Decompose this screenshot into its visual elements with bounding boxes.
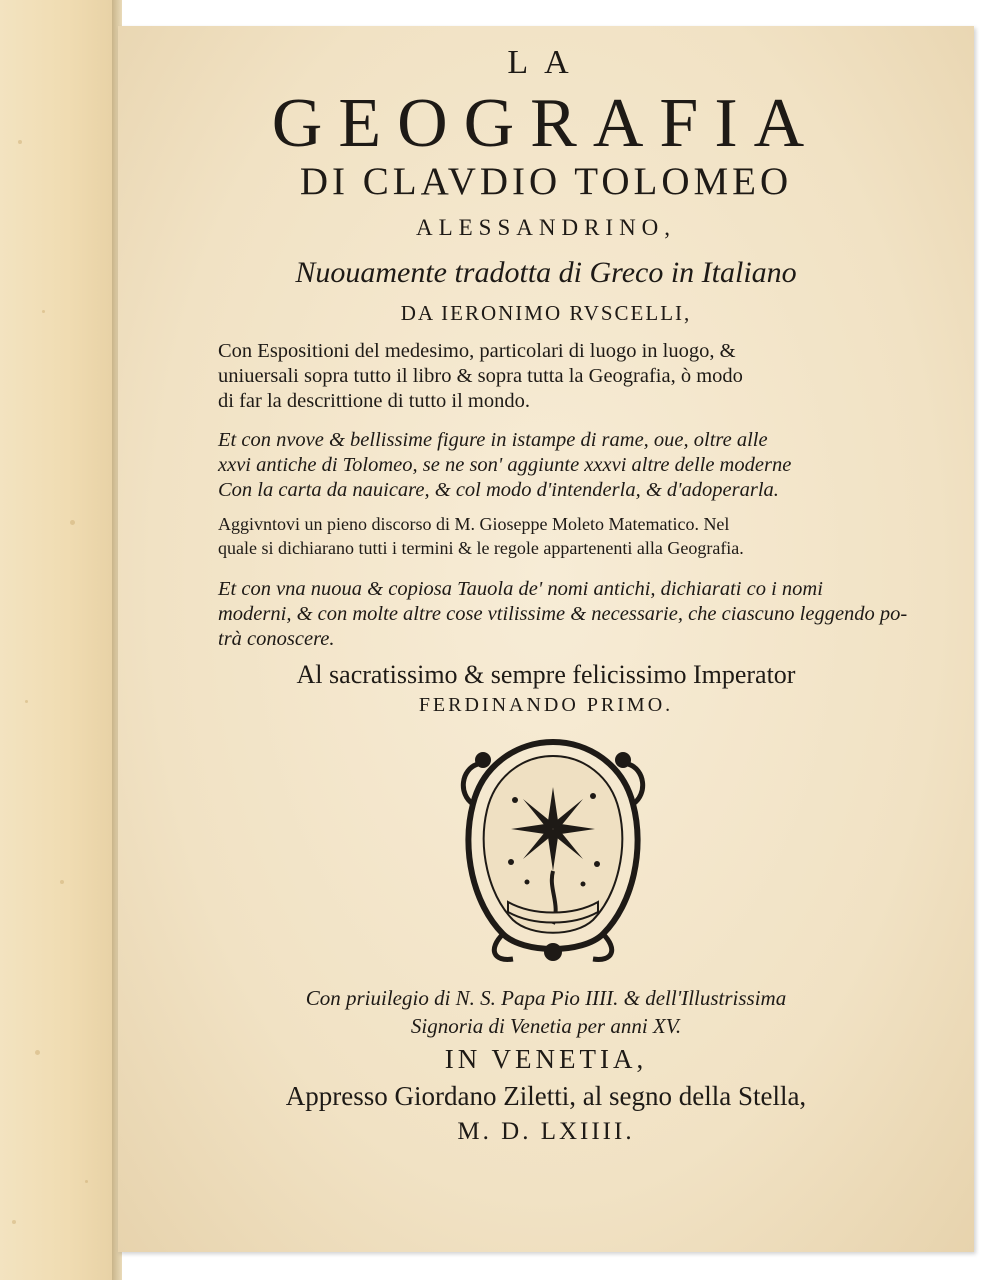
subtitle-translation: Nuouamente tradotta di Greco in Italiano — [295, 256, 797, 289]
privilege-line-1: Con priuilegio di N. S. Papa Pio IIII. & dell'Illustrissima — [305, 986, 787, 1010]
imprint-year: M. D. LXIIII. — [457, 1118, 635, 1145]
dedication-line: Al sacratissimo & sempre felicissimo Imperator — [296, 660, 796, 689]
title-author: DI CLAVDIO TOLOMEO — [299, 160, 793, 203]
text-line: Con Espositioni del medesimo, particolari di luogo in luogo, & — [218, 340, 736, 362]
title-alessandrino: ALESSANDRINO, — [415, 215, 677, 240]
translator-line: DA IERONIMO RVSCELLI, — [400, 301, 692, 325]
dedication-name: FERDINANDO PRIMO. — [418, 694, 674, 716]
imprint-printer: Appresso Giordano Ziletti, al segno della Stella, — [285, 1081, 807, 1111]
text-line: Et con vna nuoua & copiosa Tauola de' nomi antichi, dichiarati co i nomi — [218, 578, 823, 600]
text-line: moderni, & con molte altre cose vtilissime & necessarie, che ciascuno leggendo po- — [218, 603, 908, 625]
text-line: Et con nvove & bellissime figure in istampe di rame, oue, oltre alle — [218, 429, 768, 451]
title-geografia: GEOGRAFIA — [271, 85, 821, 162]
text-line: di far la descrittione di tutto il mondo. — [218, 390, 530, 412]
title-page — [118, 26, 974, 1252]
facing-page — [0, 0, 114, 1280]
paragraph-aggiuntovi — [218, 512, 918, 560]
privilege-line-2: Signoria di Venetia per anni XV. — [410, 1014, 682, 1038]
imprint-city: IN VENETIA, — [444, 1044, 648, 1074]
text-line: trà conoscere. — [218, 628, 335, 650]
paragraph-figure — [218, 428, 918, 503]
title-la: LA — [507, 44, 585, 81]
printer-star-emblem-icon — [453, 734, 653, 964]
paragraph-tauola — [218, 577, 918, 652]
text-line: Con la carta da nauicare, & col modo d'intenderla, & d'adoperarla. — [218, 479, 779, 501]
text-line: quale si dichiarano tutti i termini & le regole appartenenti alla Geografia. — [218, 538, 744, 558]
text-line: uniuersali sopra tutto il libro & sopra tutta la Geografia, ò modo — [218, 365, 743, 387]
paragraph-espositioni — [218, 339, 918, 414]
text-line: Aggivntovi un pieno discorso di M. Gioseppe Moleto Matematico. Nel — [218, 514, 730, 534]
text-line: xxvi antiche di Tolomeo, se ne son' aggiunte xxxvi altre delle moderne — [218, 454, 792, 476]
